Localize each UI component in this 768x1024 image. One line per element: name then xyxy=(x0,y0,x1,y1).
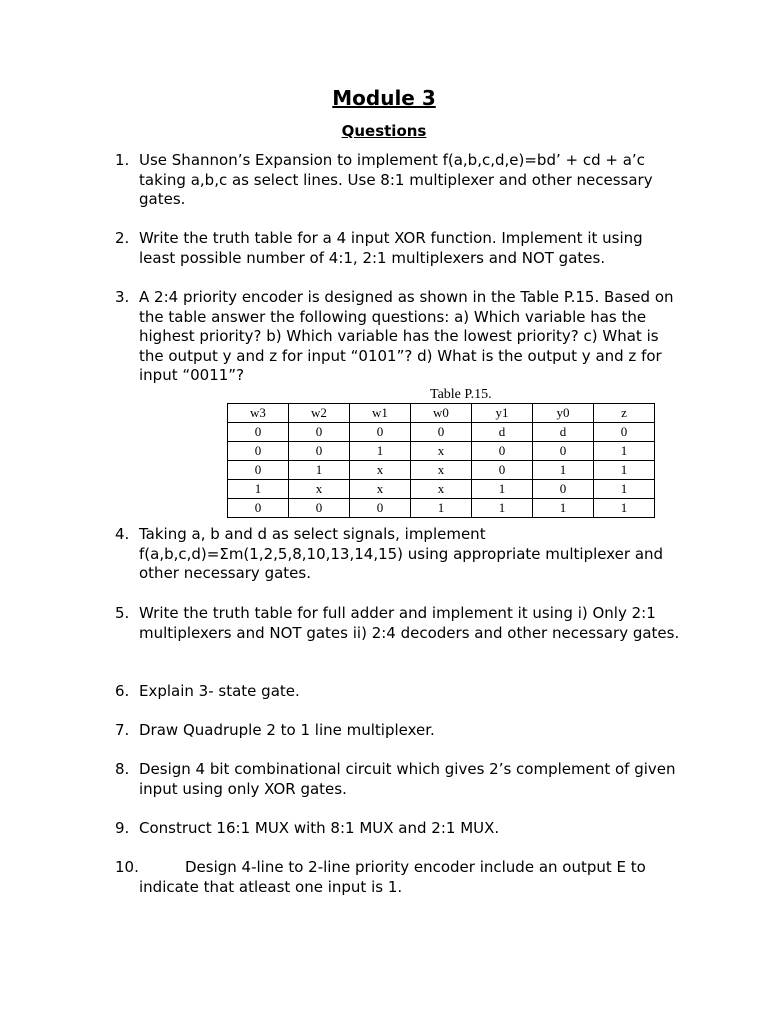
question-text: Taking a, b and d as select signals, implement f(a,b,c,d)=Σm(1,2,5,8,10,13,14,15) using appropriate multiplexer and other necessary gates. xyxy=(139,525,664,583)
table-header-cell: w3 xyxy=(228,404,289,423)
table-cell: 1 xyxy=(594,480,655,499)
question-7 xyxy=(115,721,680,741)
question-number: 8. xyxy=(115,760,130,778)
table-cell: 0 xyxy=(228,423,289,442)
table-row xyxy=(228,499,655,518)
question-text: Design 4 bit combinational circuit which gives 2’s complement of given input using only XOR gates. xyxy=(139,760,676,798)
table-cell: 0 xyxy=(350,499,411,518)
table-cell: 1 xyxy=(411,499,472,518)
table-cell: d xyxy=(472,423,533,442)
page-title: Module 3 xyxy=(332,86,436,110)
table-cell: 0 xyxy=(411,423,472,442)
table-row xyxy=(228,442,655,461)
table-cell: 1 xyxy=(533,461,594,480)
question-text: Draw Quadruple 2 to 1 line multiplexer. xyxy=(139,721,435,739)
question-number: 10. xyxy=(115,858,139,876)
table-cell: 0 xyxy=(533,442,594,461)
table-cell: 0 xyxy=(533,480,594,499)
table-cell: 1 xyxy=(472,480,533,499)
table-cell: 0 xyxy=(289,499,350,518)
question-text: Write the truth table for full adder and implement it using i) Only 2:1 multiplexers and NOT gates ii) 2:4 decoders and other necessary gates. xyxy=(139,604,680,642)
table-caption: Table P.15. xyxy=(430,387,492,402)
question-number: 2. xyxy=(115,229,130,247)
table-cell: 0 xyxy=(472,461,533,480)
table-cell: 1 xyxy=(533,499,594,518)
table-cell: 0 xyxy=(228,461,289,480)
table-cell: x xyxy=(411,442,472,461)
question-number: 1. xyxy=(115,151,130,169)
table-cell: x xyxy=(350,480,411,499)
table-cell: 0 xyxy=(228,442,289,461)
table-cell: 1 xyxy=(228,480,289,499)
table-cell: x xyxy=(289,480,350,499)
table-cell: 0 xyxy=(289,423,350,442)
question-number: 4. xyxy=(115,525,130,543)
question-6 xyxy=(115,682,680,702)
question-text: Construct 16:1 MUX with 8:1 MUX and 2:1 MUX. xyxy=(139,819,500,837)
table-cell: x xyxy=(411,461,472,480)
truth-table xyxy=(227,403,655,518)
question-text: Explain 3- state gate. xyxy=(139,682,300,700)
question-number: 9. xyxy=(115,819,130,837)
question-number: 6. xyxy=(115,682,130,700)
table-header-cell: w0 xyxy=(411,404,472,423)
table-cell: 1 xyxy=(594,442,655,461)
table-cell: 1 xyxy=(594,461,655,480)
table-cell: 1 xyxy=(594,499,655,518)
table-header-cell: w1 xyxy=(350,404,411,423)
table-header-row xyxy=(228,404,655,423)
question-text: Write the truth table for a 4 input XOR function. Implement it using least possible number of 4:1, 2:1 multiplexers and NOT gates. xyxy=(139,229,643,267)
table-cell: x xyxy=(411,480,472,499)
table-row xyxy=(228,423,655,442)
question-text: Use Shannon’s Expansion to implement f(a,b,c,d,e)=bd’ + cd + a’c taking a,b,c as select lines. Use 8:1 multiplexer and other necessary gates. xyxy=(139,151,653,209)
table-cell: 1 xyxy=(350,442,411,461)
table-cell: 0 xyxy=(594,423,655,442)
question-1 xyxy=(115,151,680,210)
question-3 xyxy=(115,288,680,386)
question-text: Design 4-line to 2-line priority encoder include an output E to indicate that atleast one input is 1. xyxy=(139,858,646,896)
question-2 xyxy=(115,229,680,268)
table-cell: 0 xyxy=(228,499,289,518)
table-cell: 1 xyxy=(289,461,350,480)
table-header-cell: y0 xyxy=(533,404,594,423)
table-cell: x xyxy=(350,461,411,480)
table-header-cell: z xyxy=(594,404,655,423)
table-cell: 0 xyxy=(350,423,411,442)
question-4 xyxy=(115,525,680,584)
table-row xyxy=(228,480,655,499)
question-9 xyxy=(115,819,680,839)
question-10 xyxy=(115,858,680,897)
table-row xyxy=(228,461,655,480)
table-cell: 0 xyxy=(289,442,350,461)
section-subtitle: Questions xyxy=(341,122,427,140)
table-cell: 1 xyxy=(472,499,533,518)
table-header-cell: w2 xyxy=(289,404,350,423)
table-cell: d xyxy=(533,423,594,442)
question-number: 7. xyxy=(115,721,130,739)
question-text: A 2:4 priority encoder is designed as shown in the Table P.15. Based on the table answer the following questions: a) Which variable has the highest priority? b) Which variable has the lowest priority? c) What is the output y and z for input “0101”? d) What is the output y and z for input “0011”? xyxy=(139,288,674,385)
question-5 xyxy=(115,604,680,643)
question-number: 5. xyxy=(115,604,130,622)
table-cell: 0 xyxy=(472,442,533,461)
table-header-cell: y1 xyxy=(472,404,533,423)
question-number: 3. xyxy=(115,288,130,306)
question-8 xyxy=(115,760,680,799)
